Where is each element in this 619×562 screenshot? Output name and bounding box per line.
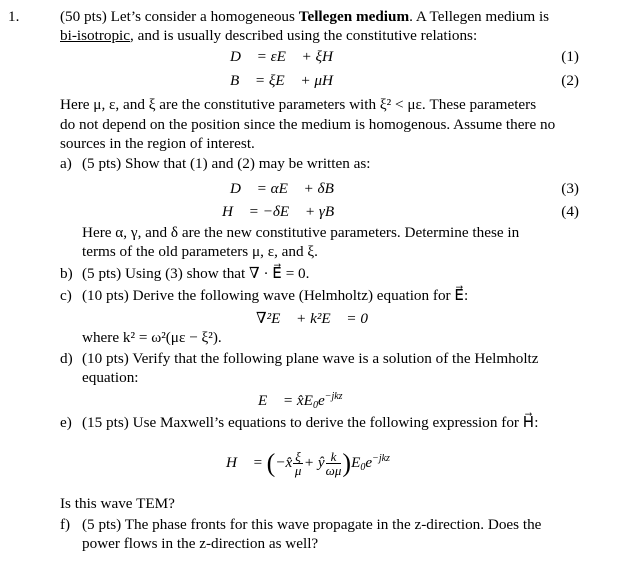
equation-1: D⃗ = εE⃗ + ξH⃗ (230, 48, 345, 65)
equation-2-number: (2) (561, 72, 579, 89)
paragraph-line-1: Here μ, ε, and ξ are the constitutive parameters with ξ² < με. These parameters (60, 96, 537, 113)
plane-wave-exp-base: e (317, 392, 325, 409)
part-a-label: a) (60, 155, 72, 172)
plane-wave-equation (258, 392, 343, 410)
part-c-where: where k² = ω²(με − ξ²). (82, 329, 222, 346)
h-field-exp-base: e (365, 454, 373, 471)
h-field-left-paren: ( (266, 448, 276, 478)
plane-wave-lhs: E⃗ = x̂E (258, 392, 313, 409)
h-field-term2-sign: + ŷ (303, 454, 325, 471)
h-field-term1-sign: −x̂ (275, 454, 293, 471)
part-e-text: (15 pts) Use Maxwell’s equations to derive the following expression for H⃗: (82, 414, 539, 431)
tem-question: Is this wave TEM? (60, 495, 175, 512)
fraction-1-numerator: ξ (295, 449, 301, 465)
part-d-text-line-2: equation: (82, 369, 139, 386)
part-d-text-line-1: (10 pts) Verify that the following plane wave is a solution of the Helmholtz (82, 350, 539, 367)
equation-4: H⃗ = −δE⃗ + γB⃗ (222, 203, 346, 220)
part-f-label: f) (60, 516, 71, 533)
part-b-text: (5 pts) Using (3) show that ∇ · E⃗ = 0. (82, 265, 310, 282)
equation-4-number: (4) (561, 203, 579, 220)
intro-line-2 (60, 27, 477, 45)
h-field-right-paren: ) (342, 448, 352, 478)
h-field-lhs: H⃗ = (226, 454, 267, 471)
h-field-equation (226, 448, 390, 479)
part-c-text: (10 pts) Derive the following wave (Helmholtz) equation for E⃗: (82, 287, 469, 304)
h-field-exponent: −jkz (372, 453, 390, 464)
part-c-label: c) (60, 287, 72, 304)
h-field-fraction-1 (293, 450, 303, 477)
fraction-1-denominator: μ (294, 463, 302, 479)
intro-underlined-term: bi-isotropic (60, 27, 131, 44)
paragraph-line-2: do not depend on the position since the medium is homogenous. Assume there no (60, 116, 556, 133)
part-b-label: b) (60, 265, 73, 282)
part-e-label: e) (60, 414, 72, 431)
intro-text-a: (50 pts) Let’s consider a homogeneous (60, 8, 299, 25)
equation-3-number: (3) (561, 180, 579, 197)
helmholtz-equation: ∇²E⃗ + k²E⃗ = 0 (256, 310, 368, 327)
intro-bold-term: Tellegen medium (298, 8, 410, 25)
part-a-text: (5 pts) Show that (1) and (2) may be written as: (82, 155, 371, 172)
problem-number: 1. (8, 8, 20, 25)
paragraph-line-3: sources in the region of interest. (60, 135, 255, 152)
equation-2: B⃗ = ξE⃗ + μH⃗ (230, 72, 345, 89)
intro-line-1 (60, 8, 549, 26)
part-a-note-line-2: terms of the old parameters μ, ε, and ξ. (82, 243, 318, 260)
intro-text-b: . A Tellegen medium is (409, 8, 550, 25)
h-field-tail-sub: 0 (360, 462, 366, 473)
h-field-tail: E (351, 454, 361, 471)
equation-3: D⃗ = αE⃗ + δB⃗ (230, 180, 346, 197)
equation-1-number: (1) (561, 48, 579, 65)
part-f-text-line-2: power flows in the z-direction as well? (82, 535, 319, 552)
part-f-text-line-1: (5 pts) The phase fronts for this wave propagate in the z-direction. Does the (82, 516, 542, 533)
intro-text-c: , and is usually described using the constitutive relations: (130, 27, 478, 44)
h-field-fraction-2 (326, 450, 342, 477)
fraction-2-denominator: ωμ (325, 463, 342, 479)
plane-wave-exponent: −jkz (324, 391, 343, 402)
plane-wave-sub: 0 (312, 400, 318, 411)
part-d-label: d) (60, 350, 73, 367)
fraction-2-numerator: k (326, 450, 342, 464)
part-a-note-line-1: Here α, γ, and δ are the new constitutive parameters. Determine these in (82, 224, 520, 241)
